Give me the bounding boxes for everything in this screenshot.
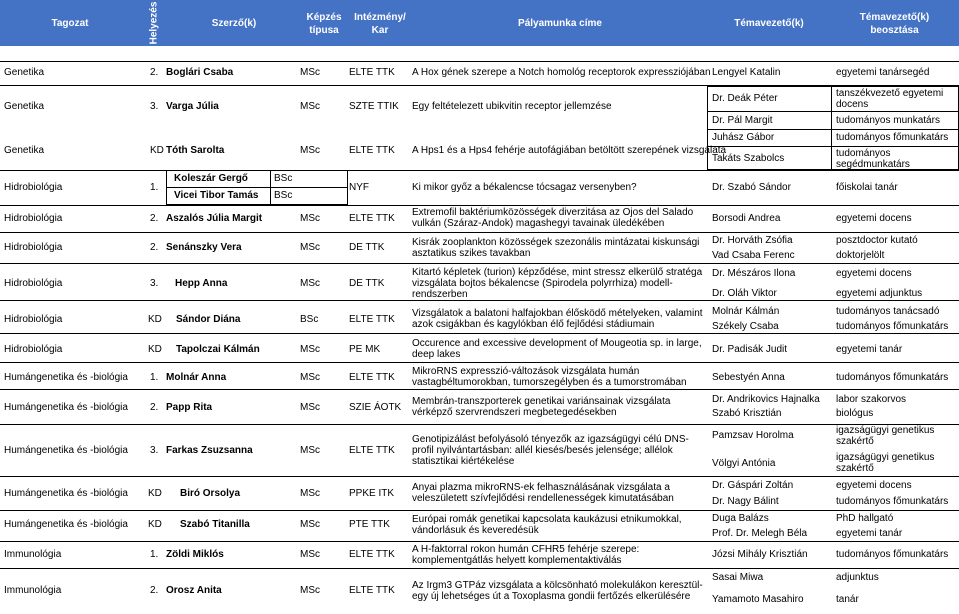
cell-cim: Anyai plazma mikroRNS-ek felhasználásának vizsgálata a veleszületett szívfejlődési rendellenességek kimutatásában (412, 482, 674, 504)
cell-szerzo: Tóth Sarolta (166, 145, 225, 156)
cell-intezmeny: ELTE TTK (349, 585, 395, 596)
cell-helyezes: KD (148, 519, 162, 530)
cell-cim: MikroRNS expresszió-változások vizsgálata humán vastagbéltumorokban, tumorszegélyben és a tumorstromában (412, 366, 687, 388)
cell-beosztas-2: doktorjelölt (836, 250, 885, 261)
cell-cim: Európai romák genetikai kapcsolata kaukázusi etnikumokkal, vándorlásuk és keveredésük (412, 514, 682, 536)
cell-beosztas: tudományos főmunkatárs (836, 372, 949, 383)
cell-beosztas: főiskolai tanár (836, 182, 898, 193)
row-divider (0, 232, 959, 233)
cell-temavezeto-2: Prof. Dr. Melegh Béla (712, 528, 808, 539)
row-divider (0, 476, 959, 477)
cell-intezmeny: ELTE TTK (349, 145, 395, 156)
cell-tagozat: Genetika (4, 67, 45, 78)
cell-beosztas-2: egyetemi adjunktus (836, 288, 923, 299)
cell-cim: Kisrák zooplankton közösségek szezonális mintázatai kiskunsági asztatikus szikes tavakban (412, 237, 700, 259)
cell-tagozat: Humángenetika és -biológia (4, 488, 128, 499)
cell-kepzes: MSc (300, 488, 320, 499)
cell-cim: Kitartó képletek (turion) képződése, mint stressz elkerülő stratéga vizsgálata bojtos békalencse (Spirodela polyrrhiza) modell-rendszerben (412, 267, 703, 300)
cell-temavezeto: Sasai Miwa (712, 572, 764, 583)
cell-beosztas: egyetemi tanársegéd (836, 67, 930, 78)
cell-tagozat: Immunológia (4, 549, 62, 560)
cell-temavezeto: Józsi Mihály Krisztián (712, 549, 808, 560)
row-divider (707, 146, 959, 147)
cell-beosztas: PhD hallgató (836, 513, 894, 524)
cell-beosztas: tudományos főmunkatárs (836, 549, 949, 560)
cell-intezmeny: DE TTK (349, 242, 385, 253)
cell-beosztas-2: biológus (836, 408, 874, 419)
cell-cim: A H-faktorral rokon humán CFHR5 fehérje szerepe: komplementgátlás helyett komplementaktiválás (412, 544, 640, 566)
cell-szerzo: Senánszky Vera (166, 242, 242, 253)
cell-beosztas: egyetemi tanár (836, 344, 903, 355)
row-divider (0, 263, 959, 264)
cell-kepzes: MSc (300, 585, 320, 596)
cell-tagozat: Hidrobiológia (4, 314, 63, 325)
cell-intezmeny: ELTE TTK (349, 213, 395, 224)
cell-helyezes: KD (150, 145, 164, 156)
row-divider (0, 424, 959, 425)
row-divider (707, 129, 959, 130)
cell-helyezes: 1. (150, 372, 159, 383)
cell-cim: Vizsgálatok a balatoni halfajokban élősködő mételyeken, valamint azok csigákban és kagylókban élő fejlődési stádiumain (412, 308, 703, 330)
cell-cim: A Hox gének szerepe a Notch homológ receptorok expressziójában (412, 67, 711, 78)
cell-temavezeto-2: Dr. Oláh Viktor (712, 288, 777, 299)
cell-kepzes: MSc (300, 67, 320, 78)
cell-kepzes: MSc (300, 519, 320, 530)
cell-beosztas: labor szakorvos (836, 394, 907, 405)
cell-beosztas: egyetemi docens (836, 268, 912, 279)
row-divider (0, 389, 959, 390)
cell-temavezeto: Molnár Kálmán (712, 306, 780, 317)
cell-helyezes: 2. (150, 242, 159, 253)
cell-helyezes: 3. (150, 101, 159, 112)
cell-beosztas: tudományos főmunkatárs (836, 132, 949, 143)
cell-szerzo: Hepp Anna (175, 278, 228, 289)
cell-beosztas: igazságügyi genetikus szakértő (836, 425, 935, 447)
cell-kepzes: MSc (300, 445, 320, 456)
cell-temavezeto-2: Székely Csaba (712, 321, 779, 332)
cell-szerzo: Aszalós Júlia Margit (166, 213, 263, 224)
cell-temavezeto: Dr. Padisák Judit (712, 344, 788, 355)
cell-intezmeny: SZIE ÁOTK (349, 402, 402, 413)
cell-szerzo: Orosz Anita (166, 585, 222, 596)
cell-intezmeny: ELTE TTK (349, 549, 395, 560)
cell-temavezeto-2: Yamamoto Masahiro (712, 594, 804, 605)
cell-intezmeny: NYF (349, 182, 369, 193)
cell-cim: Genotipizálást befolyásoló tényezők az igazságügyi célú DNS-profil nyilvántartásban: allél kiesés/besés jelensége; allélok statisztikai kiértékelése (412, 434, 689, 467)
cell-kepzes: MSc (300, 402, 320, 413)
cell-intezmeny: PPKE ITK (349, 488, 395, 499)
cell-szerzo: Sándor Diána (176, 314, 241, 325)
cell-kepzes: MSc (300, 101, 320, 112)
row-divider (166, 187, 348, 188)
header-szerzo: Szerző(k) (211, 18, 257, 29)
row-divider (0, 61, 959, 62)
cell-szerzo: Farkas Zsuzsanna (166, 445, 253, 456)
cell-temavezeto: Dr. Andrikovics Hajnalka (712, 394, 820, 405)
cell-helyezes: 1. (150, 182, 159, 193)
cell-helyezes: 2. (150, 585, 159, 596)
cell-temavezeto-2: Takáts Szabolcs (712, 153, 785, 164)
cell-temavezeto: Pamzsav Horolma (712, 430, 794, 441)
cell-temavezeto: Lengyel Katalin (712, 67, 781, 78)
cell-helyezes: KD (148, 344, 162, 355)
cell-intezmeny: ELTE TTK (349, 314, 395, 325)
cell-helyezes: KD (148, 314, 162, 325)
cell-helyezes: 2. (150, 402, 159, 413)
cell-cim: A Hps1 és a Hps4 fehérje autofágiában betöltött szerepének vizsgálata (412, 145, 727, 156)
cell-beosztas-2: tanár (836, 594, 859, 605)
cell-beosztas: egyetemi docens (836, 213, 912, 224)
cell-beosztas-2: tudományos főmunkatárs (836, 496, 949, 507)
cell-tagozat: Immunológia (4, 585, 62, 596)
cell-temavezeto-2: Dr. Pál Margit (712, 115, 773, 126)
row-divider (0, 333, 959, 334)
cell-intezmeny: DE TTK (349, 278, 385, 289)
cell-intezmeny: ELTE TTK (349, 67, 395, 78)
cell-cim: Occurence and excessive development of Mougeotia sp. in large, deep lakes (412, 338, 702, 360)
cell-intezmeny: SZTE TTIK (349, 101, 399, 112)
cell-helyezes: 3. (150, 445, 159, 456)
row-divider (0, 300, 959, 301)
cell-intezmeny: ELTE TTK (349, 445, 395, 456)
cell-kepzes: MSc (300, 242, 320, 253)
cell-temavezeto-2: Vad Csaba Ferenc (712, 250, 795, 261)
cell-tagozat: Humángenetika és -biológia (4, 445, 128, 456)
cell-tagozat: Genetika (4, 101, 45, 112)
cell-tagozat: Humángenetika és -biológia (4, 372, 128, 383)
cell-kepzes: MSc (300, 549, 320, 560)
cell-kepzes: MSc (300, 278, 320, 289)
row-divider (0, 510, 959, 511)
row-divider (0, 170, 959, 171)
cell-tagozat: Hidrobiológia (4, 278, 63, 289)
cell-temavezeto: Dr. Deák Péter (712, 93, 778, 104)
cell-temavezeto-2: Szabó Krisztián (712, 408, 782, 419)
cell-helyezes: 2. (150, 213, 159, 224)
column-divider (270, 170, 271, 205)
cell-kepzes-2: BSc (274, 190, 293, 201)
cell-kepzes: BSc (300, 314, 319, 325)
cell-tagozat: Hidrobiológia (4, 242, 63, 253)
cell-kepzes: MSc (300, 145, 320, 156)
row-divider (0, 568, 959, 569)
cell-intezmeny: PTE TTK (349, 519, 390, 530)
row-divider (707, 111, 959, 112)
cell-temavezeto: Dr. Mészáros Ilona (712, 268, 796, 279)
header-temavezeto: Témavezető(k) (734, 18, 804, 29)
cell-beosztas: posztdoctor kutató (836, 235, 918, 246)
cell-szerzo: Zöldi Miklós (166, 549, 224, 560)
cell-temavezeto-2: Dr. Nagy Bálint (712, 496, 779, 507)
cell-tagozat: Hidrobiológia (4, 344, 63, 355)
cell-tagozat: Hidrobiológia (4, 213, 63, 224)
header-intezmeny: Intézmény/ Kar (354, 12, 406, 36)
cell-szerzo: Tapolczai Kálmán (176, 344, 260, 355)
cell-cim: Egy feltételezett ubikvitin receptor jellemzése (412, 101, 612, 112)
row-divider (0, 541, 959, 542)
cell-szerzo-2: Vicei Tibor Tamás (174, 190, 259, 201)
cell-beosztas-2: tudományos segédmunkatárs (836, 148, 910, 170)
header-cim: Pályamunka címe (518, 18, 602, 29)
cell-temavezeto: Dr. Szabó Sándor (712, 182, 791, 193)
cell-helyezes: KD (148, 488, 162, 499)
cell-szerzo: Biró Orsolya (180, 488, 241, 499)
cell-cim: Ki mikor győz a békalencse tócsagaz versenyben? (412, 182, 637, 193)
cell-helyezes: 2. (150, 67, 159, 78)
column-divider (831, 86, 832, 170)
cell-szerzo: Koleszár Gergő (174, 173, 248, 184)
cell-helyezes: 3. (150, 278, 159, 289)
header-tagozat: Tagozat (51, 18, 89, 29)
cell-tagozat: Humángenetika és -biológia (4, 402, 128, 413)
cell-beosztas-2: tudományos munkatárs (836, 115, 940, 126)
cell-temavezeto-2: Völgyi Antónia (712, 458, 776, 469)
cell-szerzo: Molnár Anna (166, 372, 227, 383)
cell-kepzes: BSc (274, 173, 293, 184)
cell-beosztas-2: igazságügyi genetikus szakértő (836, 452, 935, 474)
cell-tagozat: Hidrobiológia (4, 182, 63, 193)
cell-temavezeto: Dr. Horváth Zsófia (712, 235, 793, 246)
header-kepzes: Képzés típusa (306, 12, 342, 36)
cell-temavezeto: Duga Balázs (712, 513, 769, 524)
cell-intezmeny: PE MK (349, 344, 381, 355)
cell-szerzo: Boglári Csaba (166, 67, 234, 78)
cell-cim: Membrán-transzporterek genetikai variánsainak vizsgálata vérképző szervrendszeri megbetegedésekben (412, 396, 671, 418)
cell-beosztas: egyetemi docens (836, 480, 912, 491)
cell-temavezeto: Juhász Gábor (712, 132, 775, 143)
header-helyezes: Helyezés (148, 1, 160, 45)
cell-tagozat: Humángenetika és -biológia (4, 519, 128, 530)
cell-intezmeny: ELTE TTK (349, 372, 395, 383)
cell-beosztas: tudományos tanácsadó (836, 306, 940, 317)
row-divider (0, 205, 959, 206)
cell-temavezeto: Borsodi Andrea (712, 213, 781, 224)
cell-szerzo: Papp Rita (166, 402, 213, 413)
header-beosztas: Témavezető(k) beosztása (859, 12, 930, 36)
cell-beosztas-2: egyetemi tanár (836, 528, 903, 539)
cell-szerzo: Varga Júlia (166, 101, 219, 112)
cell-cim: Extremofil baktériumközösségek diverzitása az Ojos del Salado vulkán (Száraz-Andok) magashegyi tavainak üledékében (412, 207, 694, 229)
cell-kepzes: MSc (300, 213, 320, 224)
cell-cim: Az Irgm3 GTPáz vizsgálata a kölcsönható molekulákon keresztül- egy új lehetséges út a Toxoplasma gondii fertőzés elkerülésére (412, 580, 703, 602)
cell-szerzo: Szabó Titanilla (180, 519, 250, 530)
cell-kepzes: MSc (300, 344, 320, 355)
cell-kepzes: MSc (300, 372, 320, 383)
cell-temavezeto: Dr. Gáspári Zoltán (712, 480, 794, 491)
cell-tagozat: Genetika (4, 145, 45, 156)
cell-beosztas-2: tudományos főmunkatárs (836, 321, 949, 332)
row-divider (0, 362, 959, 363)
cell-beosztas: tanszékvezető egyetemi docens (836, 88, 944, 110)
cell-beosztas: adjunktus (836, 572, 879, 583)
cell-helyezes: 1. (150, 549, 159, 560)
cell-temavezeto: Sebestyén Anna (712, 372, 785, 383)
